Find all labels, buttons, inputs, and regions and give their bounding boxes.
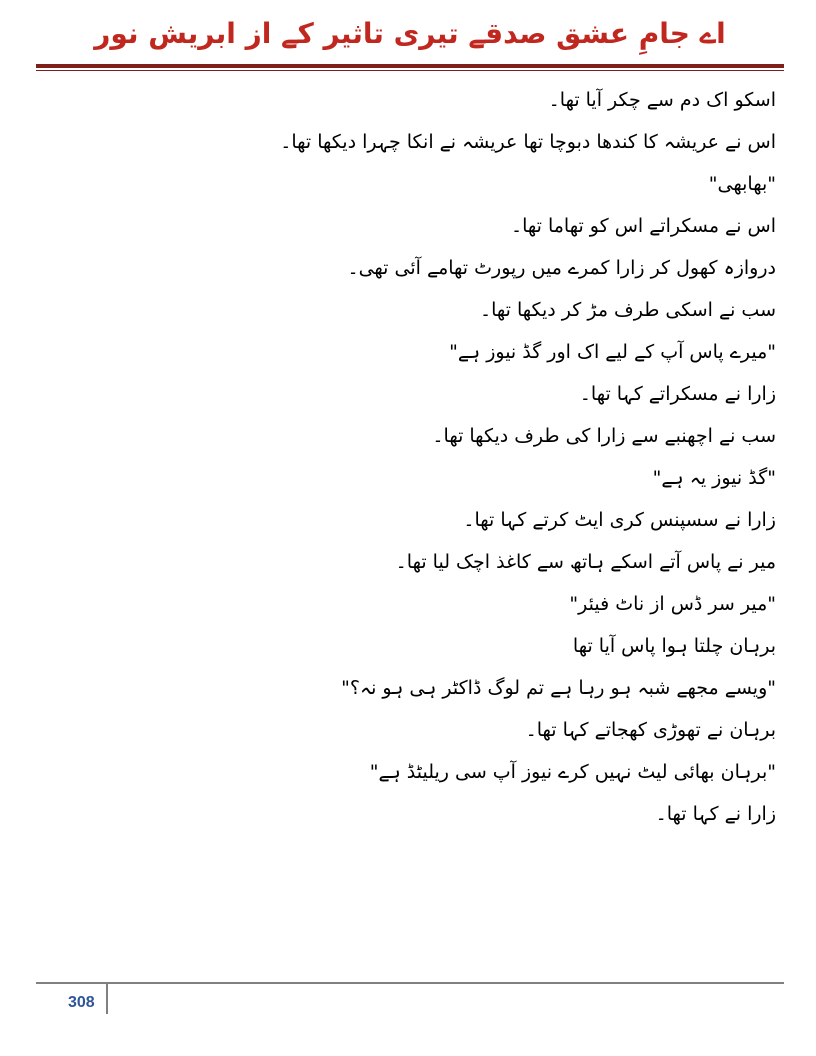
text-line: "بھابھی" <box>708 173 776 195</box>
text-line: برہان چلتا ہوا پاس آیا تھا <box>572 635 776 657</box>
page-header <box>40 14 780 66</box>
text-line: دروازہ کھول کر زارا کمرے میں رپورٹ تھامے آئی تھی۔ <box>347 257 776 279</box>
text-line: زارا نے مسکراتے کہا تھا۔ <box>579 383 776 405</box>
text-line: میر نے پاس آتے اسکے ہاتھ سے کاغذ اچک لیا تھا۔ <box>395 551 776 573</box>
page-number-separator <box>106 984 108 1014</box>
text-line: اسکو اک دم سے چکر آیا تھا۔ <box>548 89 776 111</box>
text-line: زارا نے کہا تھا۔ <box>655 803 776 825</box>
header-rule-thick <box>36 64 784 68</box>
text-line: "گڈ نیوز یہ ہے" <box>652 467 776 489</box>
text-line: "میرے پاس آپ کے لیے اک اور گڈ نیوز ہے" <box>449 341 776 363</box>
text-line: "میر سر ڈس از ناٹ فیئر" <box>569 593 776 615</box>
page-title: اے جامِ عشق صدقے تیری تاثیر کے از ابریش نور <box>94 17 726 50</box>
page-number: 308 <box>68 994 95 1011</box>
text-line: سب نے اسکی طرف مڑ کر دیکھا تھا۔ <box>479 299 776 321</box>
text-line: سب نے اچھنبے سے زارا کی طرف دیکھا تھا۔ <box>432 425 776 447</box>
header-rule-thin <box>36 70 784 71</box>
text-line: "ویسے مجھے شبہ ہو رہا ہے تم لوگ ڈاکٹر ہی ہو نہ؟" <box>341 677 776 699</box>
footer-rule <box>36 982 784 984</box>
body-text <box>56 86 776 842</box>
text-line: اس نے عریشہ کا کندھا دبوچا تھا عریشہ نے انکا چہرا دیکھا تھا۔ <box>280 131 776 153</box>
text-line: زارا نے سسپنس کری ایٹ کرتے کہا تھا۔ <box>463 509 776 531</box>
text-line: اس نے مسکراتے اس کو تھاما تھا۔ <box>510 215 776 237</box>
text-line: برہان نے تھوڑی کھجاتے کہا تھا۔ <box>525 719 776 741</box>
text-line: "برہان بھائی لیٹ نہیں کرے نیوز آپ سی ریلیٹڈ ہے" <box>369 761 776 783</box>
